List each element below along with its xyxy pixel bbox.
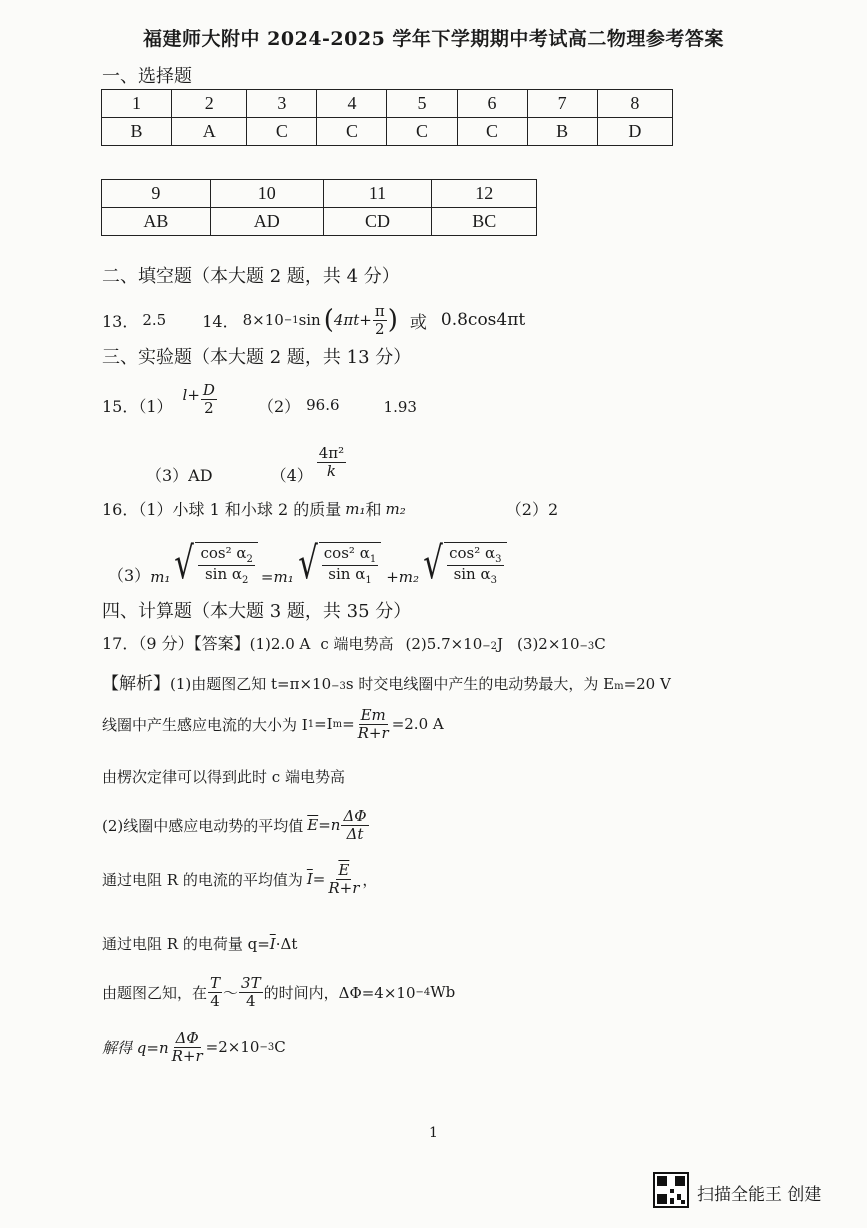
frac-denominator: 4 (246, 991, 256, 1010)
q15-p2: （2） (257, 396, 301, 416)
page-number: 1 (429, 1125, 438, 1141)
exponent: −4 (415, 986, 431, 998)
frac-denominator: Δt (346, 824, 364, 843)
q15-p3: （3）AD (146, 465, 213, 485)
text: ·Δt (275, 935, 298, 953)
subscript: m (614, 681, 624, 692)
subscript: 1 (307, 718, 315, 730)
exponent: −3 (259, 1041, 275, 1053)
e-bar: $\overline{E}$ (307, 816, 319, 834)
subscript: m (332, 718, 343, 730)
cos2-alpha: cos² α (449, 544, 496, 562)
q13-label: 13． (102, 311, 139, 331)
q14-pi-over-2 (373, 303, 387, 337)
q14-exp: −1 (283, 314, 299, 326)
table-cell: 11 (323, 180, 432, 208)
q16-m1-a: m₁ (150, 568, 171, 586)
frac-numerator (198, 545, 254, 566)
table-cell: 12 (432, 180, 537, 208)
q15-4pi2-over-k (317, 445, 346, 479)
q16-m2: m₂ (385, 499, 406, 518)
answer-table-2 (101, 179, 537, 236)
frac-denominator: R+r (171, 1046, 203, 1065)
frac-numerator: 3T (241, 974, 261, 992)
table-cell: D (597, 118, 672, 146)
table-row-numbers (102, 180, 537, 208)
solution-line-8 (102, 1030, 286, 1064)
table-cell: AD (210, 208, 323, 236)
cos2-alpha: cos² α (200, 544, 247, 562)
q14-coef: 8×10 (242, 311, 284, 329)
text: =2×10 (205, 1038, 260, 1056)
q15-p4: （4） (270, 465, 313, 485)
q16-equals: = (260, 568, 274, 586)
q14-or: 或 (409, 312, 427, 333)
alpha-subscript: 3 (490, 575, 497, 586)
qr-code-icon (653, 1172, 689, 1208)
solution-line-6 (102, 933, 297, 954)
q16-line2 (108, 524, 508, 589)
table-cell: A (172, 118, 247, 146)
frac-numerator: D (202, 381, 215, 399)
fraction (170, 1030, 205, 1064)
frac-denominator: 2 (204, 398, 214, 417)
q16-m1-b: m₁ (273, 568, 294, 586)
q17-a2: (2)5.7×10 (405, 635, 483, 653)
table-row-numbers (102, 90, 673, 118)
q16-p3: （3） (108, 566, 151, 585)
text: (1)由题图乙知 t=π×10 (170, 675, 332, 693)
solution-line-7 (102, 975, 455, 1009)
sqrt-term-3 (419, 538, 507, 589)
text: s 时交电线圈中产生的电动势最大，为 E (345, 675, 615, 693)
sin-alpha: sin α (328, 565, 366, 583)
q17-a2-exp: −2 (482, 641, 498, 652)
table-row-answers (102, 208, 537, 236)
frac-denominator: k (326, 461, 337, 480)
solution-line-3: 由楞次定律可以得到此时 c 端电势高 (102, 768, 345, 786)
frac-denominator: 2 (375, 319, 385, 338)
sqrt-term-1 (170, 538, 258, 589)
q16-p2: （2）2 (505, 500, 559, 519)
cos2-alpha: cos² α (323, 544, 370, 562)
frac-numerator: T (210, 974, 221, 992)
text: =2.0 A (391, 715, 444, 733)
table-cell: 6 (457, 90, 527, 118)
q13-14-line (102, 303, 525, 337)
alpha-subscript: 1 (369, 554, 377, 565)
q17-a3: (3)2×10 (517, 635, 580, 653)
paren-close: ) (387, 305, 398, 335)
q15-label: 15．（1） (102, 396, 173, 416)
q17-a3-exp: −3 (579, 641, 595, 652)
frac-denominator (452, 566, 499, 586)
fraction (356, 707, 391, 741)
fraction (208, 975, 222, 1009)
table-cell: 7 (527, 90, 597, 118)
table-cell: B (102, 118, 172, 146)
q15-line2 (146, 436, 347, 488)
text: (2)线圈中感应电动势的平均值 (102, 816, 304, 835)
solution-line-2 (102, 707, 444, 741)
alpha-subscript: 2 (242, 575, 249, 586)
sqrt-body (319, 542, 381, 586)
section-heading-experiment: 三、实验题（本大题 2 题，共 13 分） (102, 347, 412, 368)
alpha-subscript: 2 (246, 554, 253, 565)
frac-numerator: $\overline{E}$ (338, 861, 350, 879)
text: 的时间内，ΔΦ=4×10 (263, 983, 416, 1002)
q15-v2: 1.93 (383, 398, 417, 416)
table-cell: 5 (387, 90, 457, 118)
alpha-subscript: 3 (495, 554, 502, 565)
fraction (326, 862, 361, 896)
q17-a1b: c 端电势高 (320, 635, 394, 653)
q16-line1 (102, 497, 558, 520)
frac-denominator (326, 566, 373, 586)
fraction (239, 975, 263, 1009)
text: 通过电阻 R 的电荷量 q= (102, 935, 270, 953)
table-cell: 1 (102, 90, 172, 118)
table-cell: BC (432, 208, 537, 236)
frac-numerator: ΔΦ (343, 807, 367, 825)
table-cell: 4 (317, 90, 387, 118)
table-cell: CD (323, 208, 432, 236)
q15-d-over-2 (201, 382, 217, 416)
frac-denominator: R+r (328, 878, 360, 897)
text: = (342, 715, 355, 733)
q17-a1: (1)2.0 A (249, 635, 311, 653)
solution-line-1 (102, 669, 671, 694)
q14-inner: 4πt+ (333, 311, 372, 329)
frac-numerator (322, 545, 378, 566)
table-cell: 10 (210, 180, 323, 208)
q16-and: 和 (365, 500, 382, 519)
q15-l: l+ (182, 386, 200, 404)
q16-m1: m₁ (345, 499, 366, 518)
section-heading-choice: 一、选择题 (102, 66, 192, 87)
q14-label: 14． (202, 311, 239, 331)
frac-denominator (203, 566, 250, 586)
table-cell: AB (102, 208, 211, 236)
table-cell: C (247, 118, 317, 146)
frac-denominator: R+r (357, 723, 389, 742)
jiexi-label: 【解析】 (102, 674, 170, 694)
i-bar: $\overline{I}$ (269, 935, 276, 953)
table-cell: C (317, 118, 387, 146)
sqrt-term-2 (294, 538, 382, 589)
sqrt-body (195, 542, 257, 586)
section-heading-fill: 二、填空题（本大题 2 题，共 4 分） (102, 266, 400, 287)
solution-line-4 (102, 808, 370, 842)
sin-alpha: sin α (204, 565, 243, 583)
q16-plus: + (386, 568, 399, 586)
text: C (274, 1038, 286, 1056)
frac-numerator: Em (360, 706, 386, 724)
page-title: 福建师大附中 2024-2025 学年下学期期中考试高二物理参考答案 (143, 28, 724, 50)
watermark-text: 扫描全能王 创建 (697, 1185, 822, 1205)
q17-a2-unit: J (497, 635, 504, 653)
q15-line1 (102, 376, 417, 434)
q16-label: 16．（1）小球 1 和小球 2 的质量 (102, 500, 342, 519)
table-cell: 9 (102, 180, 211, 208)
table-cell: 3 (247, 90, 317, 118)
q16-m2-b: m₂ (398, 568, 420, 586)
q14-alt: 0.8cos4πt (440, 310, 526, 330)
q17-head: 17．（9 分）【答案】 (102, 634, 250, 653)
table-cell: 8 (597, 90, 672, 118)
text: =n (318, 816, 341, 834)
paren-open: ( (323, 305, 334, 335)
q13-answer: 2.5 (142, 311, 167, 329)
text: = (312, 870, 326, 888)
frac-numerator: 4π² (318, 444, 345, 462)
fraction (341, 808, 368, 842)
text: ， (362, 870, 378, 889)
q17-answer-line (102, 631, 606, 654)
sin-alpha: sin α (453, 565, 491, 583)
alpha-subscript: 1 (365, 575, 372, 586)
table-cell: B (527, 118, 597, 146)
text: 通过电阻 R 的电流的平均值为 (102, 870, 303, 889)
sqrt-sign: √ (423, 538, 443, 589)
text: =20 V (623, 675, 671, 693)
sqrt-sign: √ (297, 538, 318, 589)
text: 解得 q=n (102, 1038, 169, 1057)
q15-v1: 96.6 (306, 396, 340, 414)
q14-sin: sin (298, 311, 321, 329)
sqrt-body (444, 542, 506, 586)
solution-line-5 (102, 862, 377, 896)
q17-a3-unit: C (594, 635, 606, 653)
text: Wb (430, 983, 456, 1001)
text: =I (314, 715, 333, 733)
exponent: −3 (331, 681, 346, 692)
section-heading-calculation: 四、计算题（本大题 3 题，共 35 分） (102, 601, 412, 622)
table-cell: C (387, 118, 457, 146)
frac-numerator (447, 545, 503, 566)
frac-denominator: 4 (210, 991, 220, 1010)
answer-table-1 (101, 89, 673, 146)
text: 线圈中产生感应电流的大小为 I (102, 715, 308, 734)
frac-numerator: π (374, 302, 385, 320)
frac-numerator: ΔΦ (175, 1029, 199, 1047)
i-bar: $\overline{I}$ (306, 870, 313, 888)
table-cell: C (457, 118, 527, 146)
text: ～ (223, 983, 239, 1002)
table-cell: 2 (172, 90, 247, 118)
table-row-answers (102, 118, 673, 146)
sqrt-sign: √ (174, 538, 195, 589)
text: 由题图乙知，在 (102, 983, 208, 1002)
